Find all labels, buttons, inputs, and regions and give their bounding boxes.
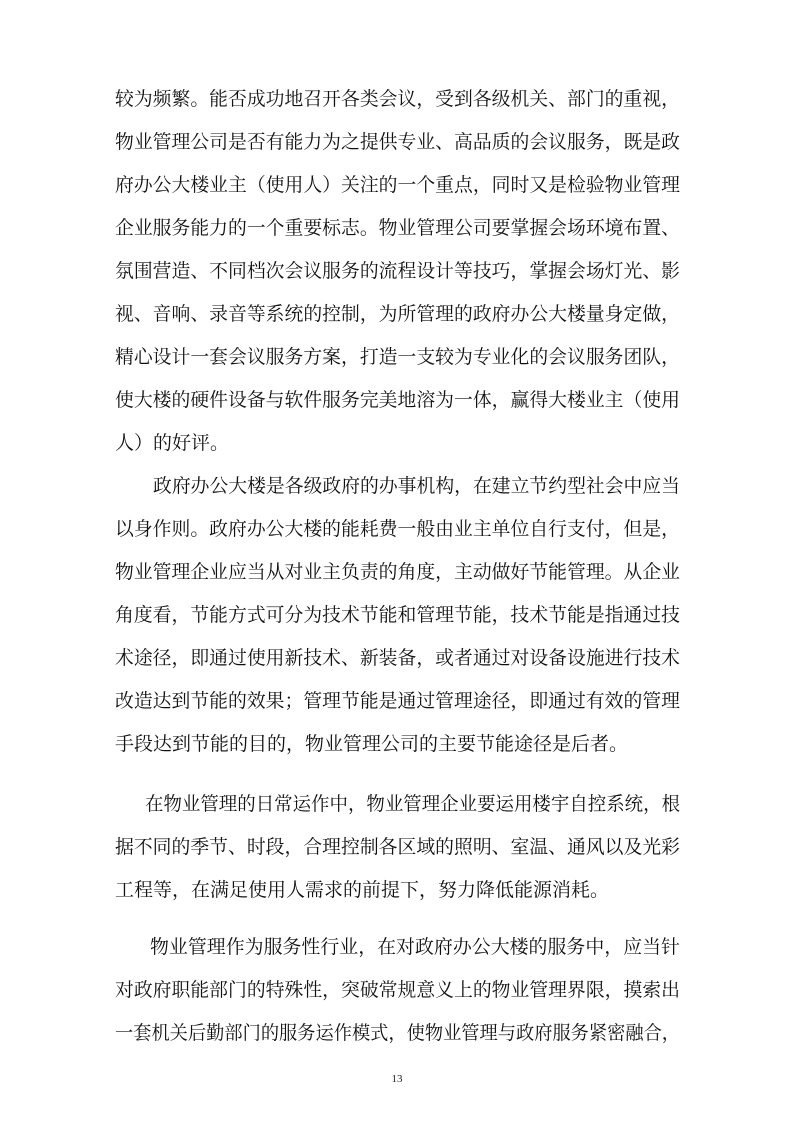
text-line: 人）的好评。 [115,432,230,454]
text-line: 一套机关后勤部门的服务运作模式，使物业管理与政府服务紧密融合， [115,1022,681,1044]
text-line: 物业管理作为服务性行业，在对政府办公大楼的服务中，应当针 [150,936,680,958]
text-line: 在物业管理的日常运作中，物业管理企业要运用楼宇自控系统，根 [145,793,681,815]
text-line: 府办公大楼业主（使用人）关注的一个重点，同时又是检验物业管理 [115,174,680,196]
text-line: 改造达到节能的效果；管理节能是通过管理途径，即通过有效的管理 [115,690,680,712]
text-line: 较为频繁。能否成功地召开各类会议，受到各级机关、部门的重视， [115,88,680,110]
page-number: 13 [391,1073,403,1085]
text-line: 精心设计一套会议服务方案，打造一支较为专业化的会议服务团队， [115,346,680,368]
text-line: 手段达到节能的目的，物业管理公司的主要节能途径是后者。 [115,733,629,755]
text-line: 视、音响、录音等系统的控制，为所管理的政府办公大楼量身定做， [115,303,680,325]
text-line: 物业管理公司是否有能力为之提供专业、高品质的会议服务，既是政 [115,131,680,153]
text-line: 物业管理企业应当从对业主负责的角度，主动做好节能管理。从企业 [115,561,680,583]
text-line: 以身作则。政府办公大楼的能耗费一般由业主单位自行支付，但是， [115,518,680,540]
text-line: 角度看，节能方式可分为技术节能和管理节能，技术节能是指通过技 [115,604,680,626]
text-line: 政府办公大楼是各级政府的办事机构，在建立节约型社会中应当 [153,475,681,497]
text-line: 工程等，在满足使用人需求的前提下，努力降低能源消耗。 [115,879,610,901]
text-line: 术途径，即通过使用新技术、新装备，或者通过对设备设施进行技术 [115,647,680,669]
text-line: 对政府职能部门的特殊性，突破常规意义上的物业管理界限，摸索出 [115,979,680,1001]
text-line: 企业服务能力的一个重要标志。物业管理公司要掌握会场环境布置、 [115,217,680,239]
text-line: 氛围营造、不同档次会议服务的流程设计等技巧，掌握会场灯光、影 [115,260,680,282]
text-line: 据不同的季节、时段，合理控制各区域的照明、室温、通风以及光彩 [115,836,680,858]
text-line: 使大楼的硬件设备与软件服务完美地溶为一体，赢得大楼业主（使用 [115,389,680,411]
